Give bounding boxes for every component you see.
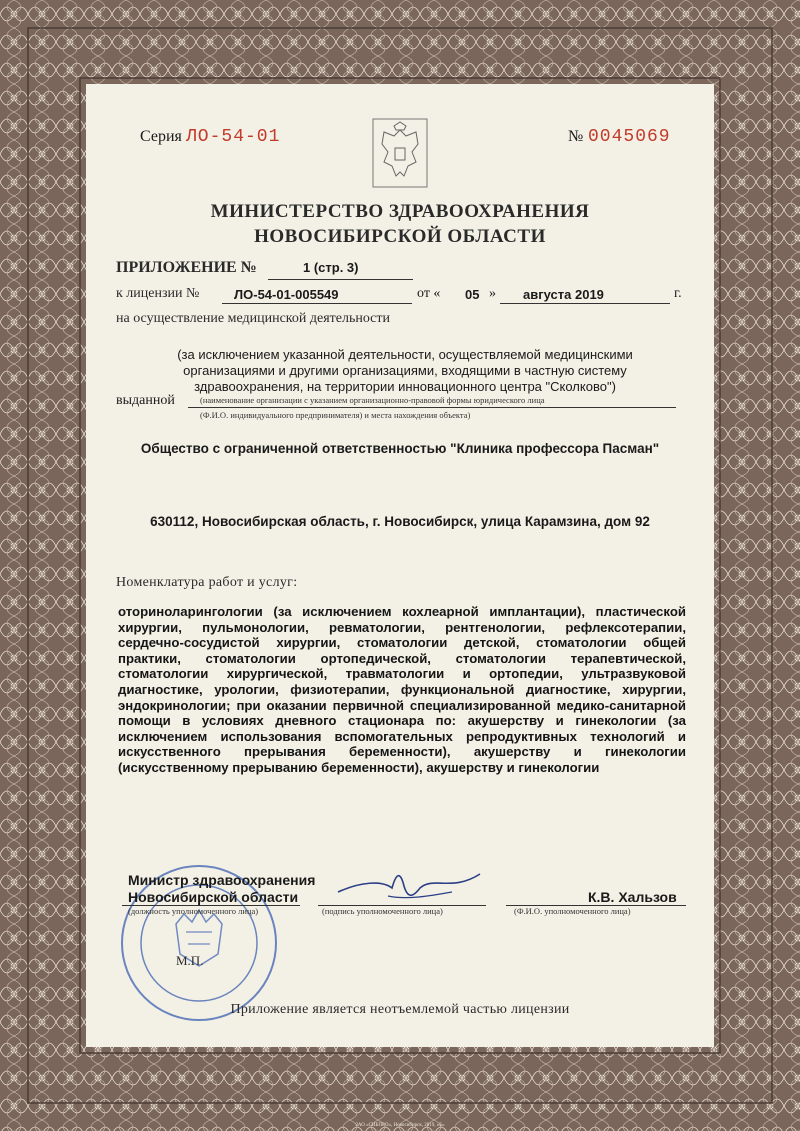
caption-position: (должность уполномоченного лица) xyxy=(128,906,259,916)
appendix-underline xyxy=(268,279,413,280)
handwritten-signature xyxy=(330,866,490,908)
license-prefix: к лицензии № xyxy=(116,286,200,301)
russia-coat-of-arms-icon xyxy=(372,118,428,188)
issued-caption-2: (Ф.И.О. индивидуального предпринимателя) и места нахождения объекта) xyxy=(200,410,471,420)
signatory-name: К.В. Хальзов xyxy=(588,889,677,905)
series-label: Серия xyxy=(140,128,182,145)
nomenclature-title: Номенклатура работ и услуг: xyxy=(116,575,298,590)
license-number-underline xyxy=(222,303,412,304)
signatory-position-line2: Новосибирской области xyxy=(128,889,299,905)
organization-address: 630112, Новосибирская область, г. Новосибирск, улица Карамзина, дом 92 xyxy=(150,514,650,529)
license-day: 05 xyxy=(465,287,480,302)
appendix-label: ПРИЛОЖЕНИЕ № xyxy=(116,259,257,276)
license-activity: на осуществление медицинской деятельности xyxy=(116,311,391,326)
scope-line1: (за исключением указанной деятельности, осуществляемой медицинскими xyxy=(177,347,633,362)
ministry-title-line1: МИНИСТЕРСТВО ЗДРАВООХРАНЕНИЯ xyxy=(210,201,590,222)
caption-name: (Ф.И.О. уполномоченного лица) xyxy=(514,906,631,916)
issued-label: выданной xyxy=(116,393,175,408)
series-value: ЛО-54-01 xyxy=(186,127,281,147)
number-label: № xyxy=(568,128,584,145)
printer-imprint: ЗАО «СИБПРО», Новосибирск, 2019, «Б» xyxy=(355,1123,445,1128)
caption-signature: (подпись уполномоченного лица) xyxy=(322,906,443,916)
issued-caption-1: (наименование организации с указанием организационно-правовой формы юридического лица xyxy=(200,395,545,405)
appendix-value: 1 (стр. 3) xyxy=(303,260,359,275)
nomenclature-text: оториноларингологии (за исключением кохлеарной имплантации), пластической хирургии, пульмонологии, ревматологии, рентгенологии, рефлексотерапии, сердечно-сосудистой хирургии, стоматологии детской, стоматологии общей практики, стоматологии ортопедической, стоматологии терапевтической, стоматологии хирургической, травматологии и ортопедии, ультразвуковой диагностике, урологии, физиотерапии, функциональной диагностике, хирургии, эндокринологии; при оказании первичной специализированной медико-санитарной помощи в условиях дневного стационара по: акушерству и гинекологии (за исключением использования вспомогательных репродуктивных технологий и искусственного прерывания беременности), акушерству и гинекологии (искусственному прерыванию беременности), акушерству и гинекологии xyxy=(118,604,686,775)
organization-name: Общество с ограниченной ответственностью "Клиника профессора Пасман" xyxy=(140,441,660,456)
scope-line3: здравоохранения, на территории инновационного центра "Сколково") xyxy=(194,379,616,394)
license-month-year: августа 2019 xyxy=(523,287,604,302)
license-date-open: от « xyxy=(417,286,441,301)
license-number: ЛО-54-01-005549 xyxy=(234,287,339,302)
signatory-position-line1: Министр здравоохранения xyxy=(128,872,316,888)
issued-underline-1 xyxy=(188,407,676,408)
stamp-mark: М.П. xyxy=(176,953,204,968)
scope-text xyxy=(150,347,660,395)
signatory-position xyxy=(128,872,315,906)
license-date-close: » xyxy=(489,286,496,301)
license-year-suffix: г. xyxy=(674,286,682,301)
ministry-title-line2: НОВОСИБИРСКОЙ ОБЛАСТИ xyxy=(254,226,546,247)
license-date-underline xyxy=(500,303,670,304)
scope-line2: организациями и другими организациями, входящими в частную систему xyxy=(183,363,627,378)
number-value: 0045069 xyxy=(588,127,671,147)
footer-note: Приложение является неотъемлемой частью лицензии xyxy=(230,1002,570,1017)
